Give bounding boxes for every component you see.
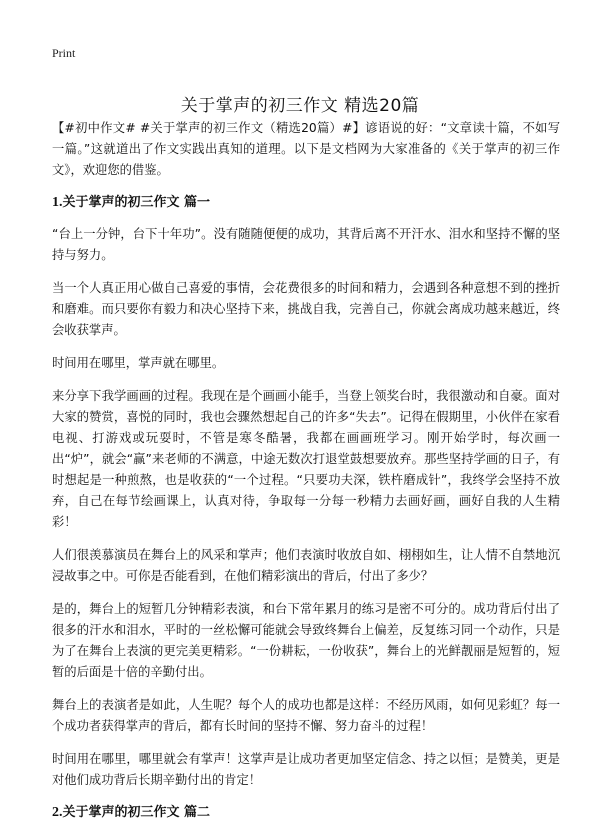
section-heading	[52, 193, 560, 213]
paragraph: 时间用在哪里，哪里就会有掌声！这掌声是让成功者更加坚定信念、持之以恒；是赞美，更是对他们成功背后长期辛勤付出的肯定！	[52, 752, 560, 787]
page-title: 关于掌声的初三作文 精选20篇	[180, 96, 420, 117]
paragraph: 时间用在哪里，掌声就在哪里。	[52, 356, 225, 370]
paragraph: 是的，舞台上的短暂几分钟精彩表演，和台下常年累月的练习是密不可分的。成功背后付出了很多的汗水和泪水，平时的一丝松懈可能就会导致终舞台上偏差，反复练习同一个动作，只是为了在舞台上表演的更完美更精彩。“一份耕耘，一份收获”，舞台上的光鲜靓丽是短暂的，短暂的后面是十倍的辛勤付出。	[52, 602, 560, 679]
paragraph: 人们很羡慕演员在舞台上的风采和掌声；他们表演时收放自如、栩栩如生，让人情不自禁地沉浸故事之中。可你是否能看到，在他们精彩演出的背后，付出了多少？	[52, 548, 560, 583]
paragraph: 舞台上的表演者是如此，人生呢？每个人的成功也都是这样：不经历风雨，如何见彩虹？每一个成功者获得掌声的背后，都有长时间的坚持不懈、努力奋斗的过程！	[52, 698, 560, 733]
section-title: 关于掌声的初三作文 篇一	[62, 195, 211, 210]
section-number: 1.	[52, 195, 63, 210]
paragraph: 来分享下我学画画的过程。我现在是个画画小能手，当登上领奖台时，我很激动和自豪。面对大家的赞赏，喜悦的同时，我也会骤然想起自己的许多“失去”。记得在假期里，小伙伴在家看电视、打游戏或玩耍时，不管是寒冬酷暑，我都在画画班学习。刚开始学时，每次画一出“炉”，就会“赢”来老师的不满意，中途无数次打退堂鼓想要放弃。那些坚持学画的日子，有时想起是一种煎熬，也是收获的“一个过程。“只要功夫深，铁杵磨成针”，我终学会坚持不放弃，自己在每节绘画课上，认真对待，争取每一分每一秒精力去画好画，画好自我的人生精彩！	[52, 389, 560, 529]
section-title: 关于掌声的初三作文 篇二	[62, 805, 211, 820]
intro-paragraph: 【#初中作文# #关于掌声的初三作文（精选20篇）#】谚语说的好：“文章读十篇，不如写一篇。”这就道出了作文实践出真知的道理。以下是文档网为大家准备的《关于掌声的初三作文》，欢迎您的借鉴。	[52, 121, 560, 177]
print-link[interactable]: Print	[52, 46, 76, 60]
article-body	[52, 118, 560, 834]
paragraph: 当一个人真正用心做自己喜爱的事情，会花费很多的时间和精力，会遇到各种意想不到的挫折和磨难。而只要你有毅力和决心坚持下来，挑战自我，完善自己，你就会离成功越来越近，终会收获掌声。	[52, 281, 560, 337]
section-number: 2.	[52, 805, 63, 820]
section-heading	[52, 803, 560, 823]
paragraph: “台上一分钟，台下十年功”。没有随随便便的成功，其背后离不开汗水、泪水和坚持不懈的坚持与努力。	[52, 227, 560, 262]
